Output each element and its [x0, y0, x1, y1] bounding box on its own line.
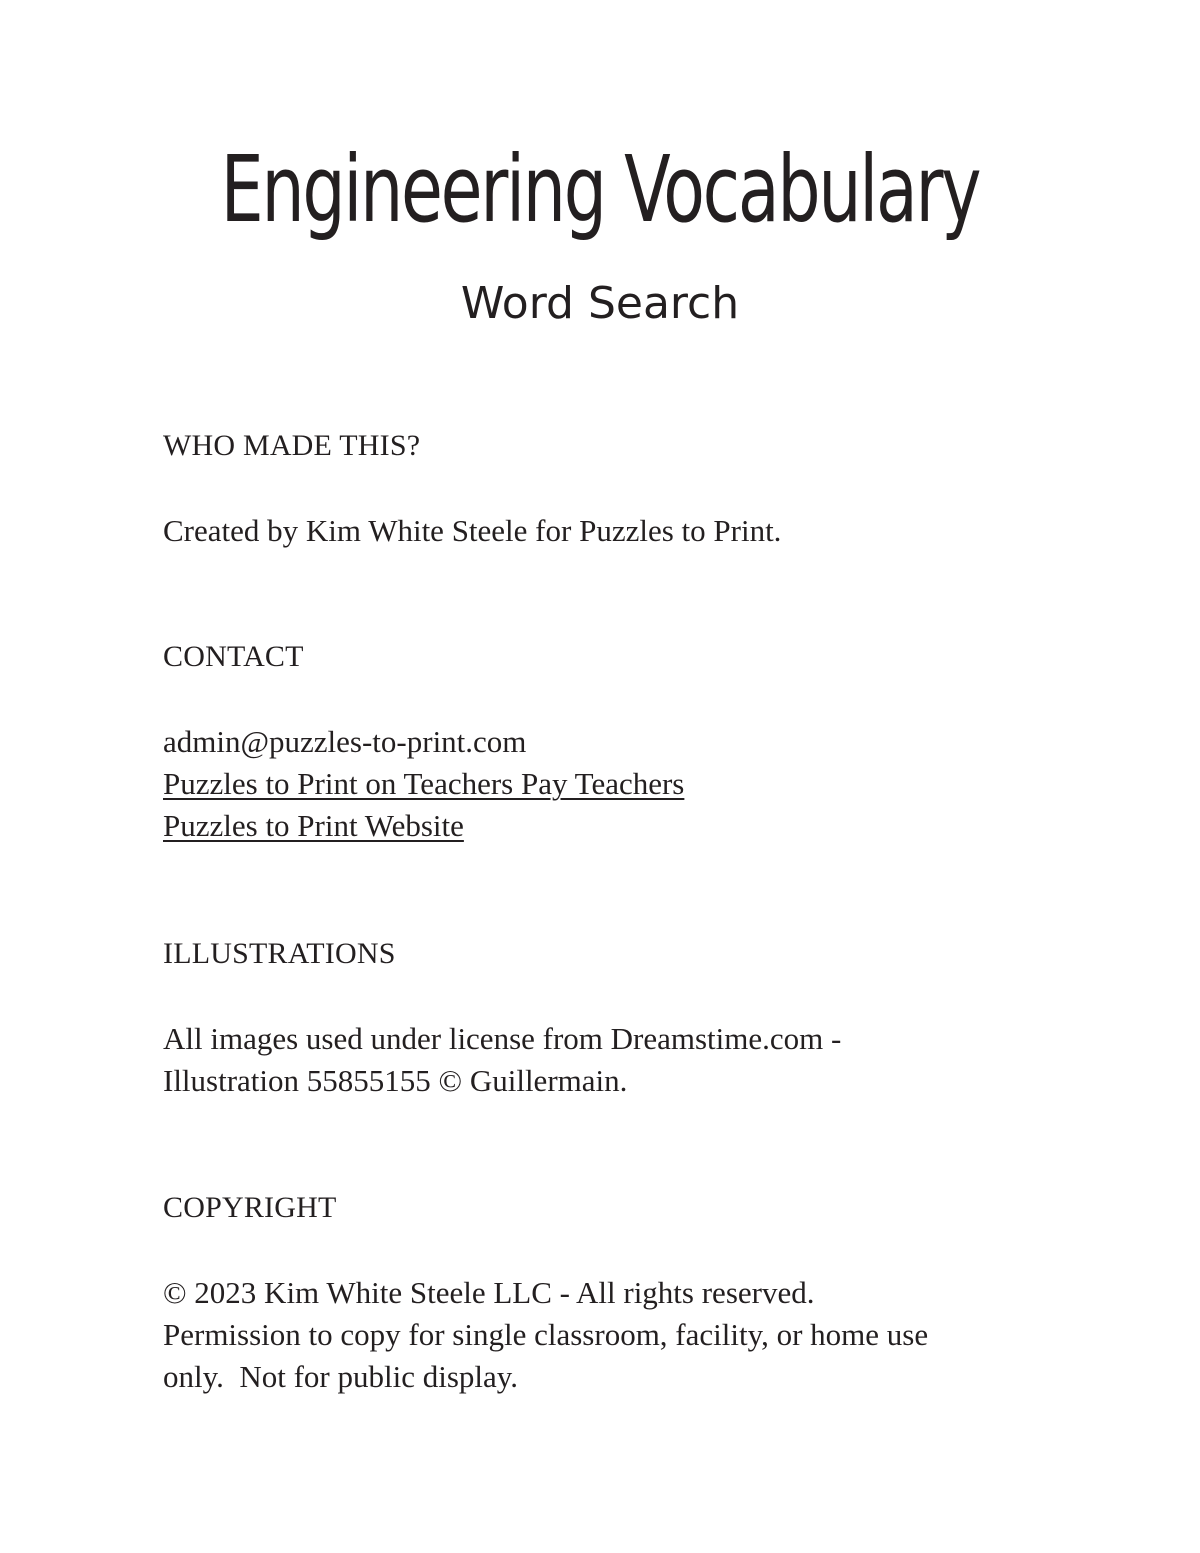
copyright-line-2: Permission to copy for single classroom, facility, or home use [163, 1317, 929, 1352]
contact-email: admin@puzzles-to-print.com [163, 724, 527, 759]
creator-credit: Created by Kim White Steele for Puzzles to Print. [163, 513, 782, 548]
illustrations-line-2: Illustration 55855155 © Guillermain. [163, 1063, 628, 1098]
who-made-this-text [163, 510, 1063, 552]
copyright-line-3: only. Not for public display. [163, 1359, 519, 1394]
document-title: Engineering Vocabulary [220, 136, 980, 243]
contact-heading: CONTACT [163, 640, 304, 673]
who-made-this-heading: WHO MADE THIS? [163, 429, 421, 462]
illustrations-heading: ILLUSTRATIONS [163, 937, 396, 970]
tpt-store-link[interactable]: Puzzles to Print on Teachers Pay Teachers [163, 766, 685, 801]
copyright-heading: COPYRIGHT [163, 1191, 337, 1224]
document-subtitle: Word Search [460, 278, 740, 329]
illustrations-line-1: All images used under license from Dreamstime.com - [163, 1021, 842, 1056]
copyright-line-1: © 2023 Kim White Steele LLC - All rights reserved. [163, 1275, 815, 1310]
contact-block [163, 721, 1063, 847]
website-link[interactable]: Puzzles to Print Website [163, 808, 464, 843]
copyright-text [163, 1272, 1063, 1398]
illustrations-text [163, 1018, 1063, 1102]
